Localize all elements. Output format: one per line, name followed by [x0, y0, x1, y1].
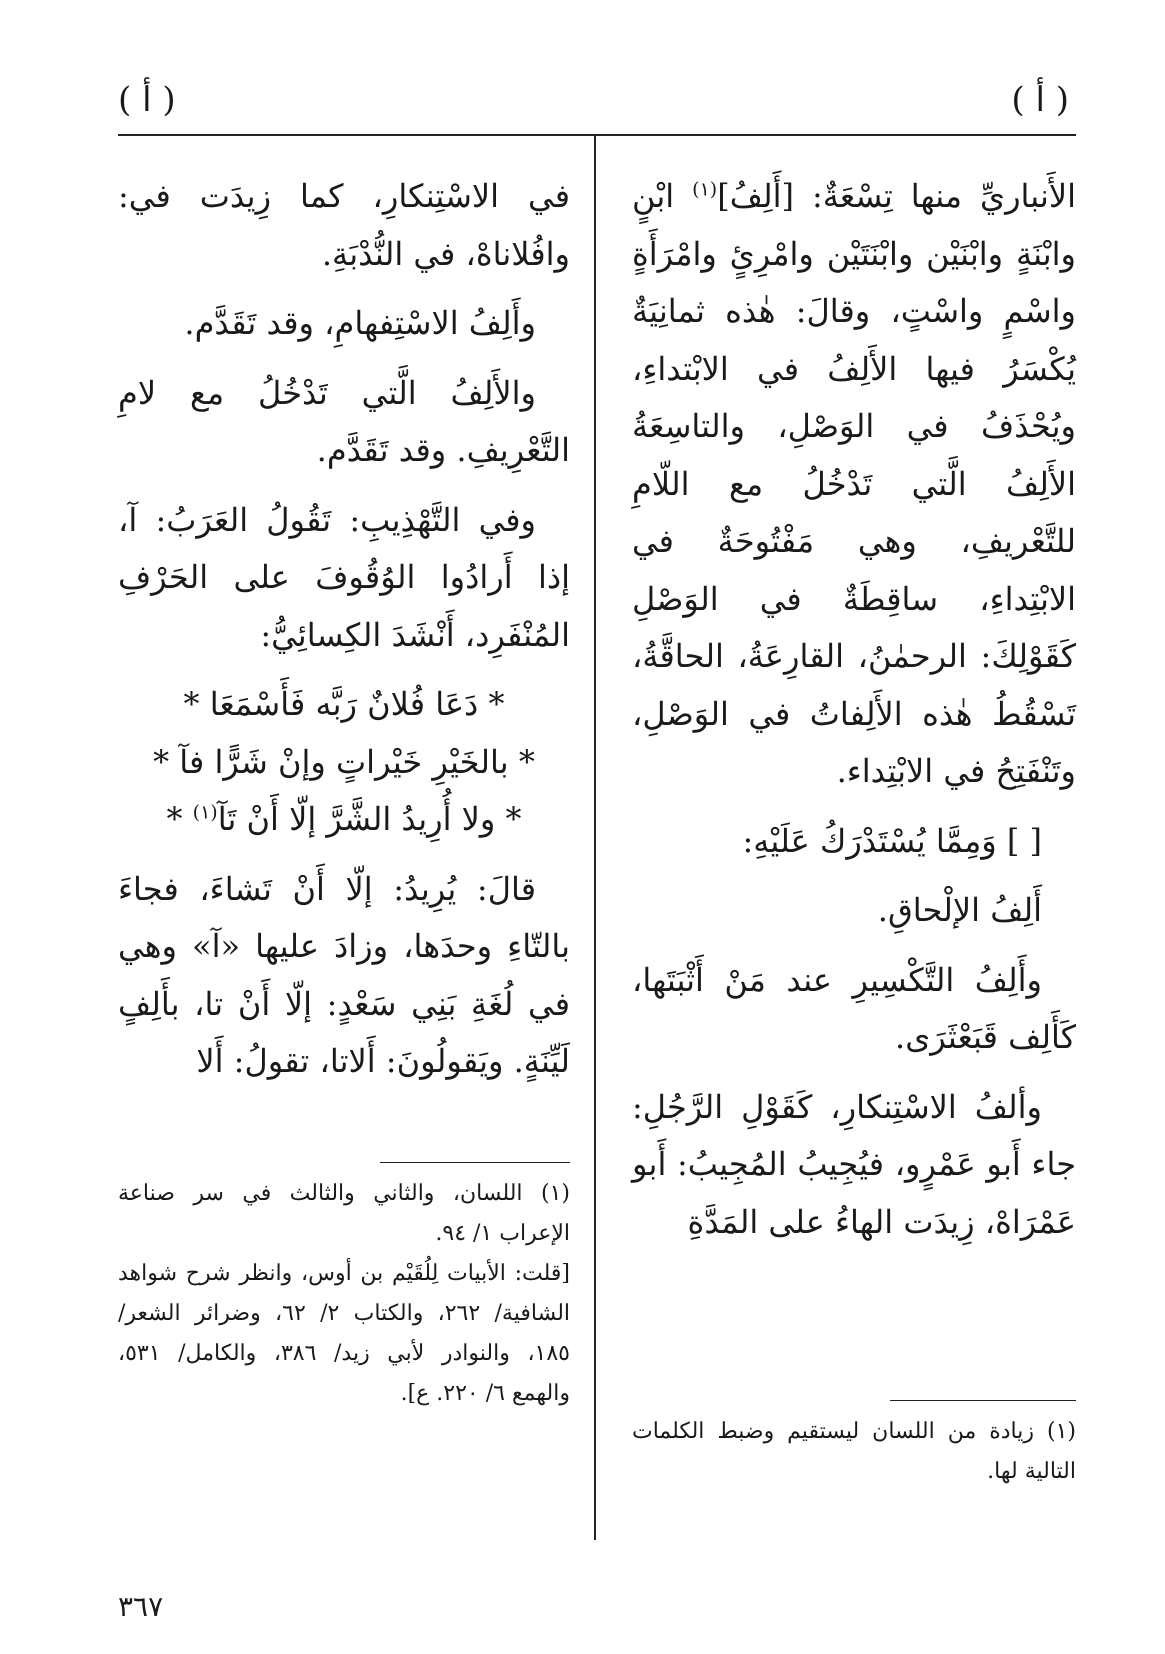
footnote-reference: (١): [692, 178, 718, 201]
paragraph: [632, 168, 1076, 801]
column-divider: [594, 136, 596, 1540]
footnotes-right: [632, 1412, 1076, 1492]
paragraph: والأَلِفُ الَّتي تَدْخُلُ مع لامِ التَّعْرِيفِ. وقد تَقَدَّم.: [118, 373, 570, 469]
verse-line: [118, 676, 570, 734]
paragraph-text: الأَنباريِّ منها تِسْعَةٌ: [أَلِفُ]: [717, 177, 1077, 215]
paragraph: أَلِفُ الإلْحاقِ.: [877, 891, 1042, 929]
verse-text: * دَعَا فُلانٌ رَبَّه فَأَسْمَعَا *: [183, 685, 505, 723]
paragraph: [ ] وَمِمَّا يُسْتَدْرَكُ عَلَيْهِ:: [742, 821, 1042, 860]
paragraph: وفي التَّهْذِيبِ: تَقُولُ العَرَبُ: آ، إذا أَرادُوا الوُقُوفَ على الحَرْفِ المُنْفَرِد، أَنْشَدَ الكِسائِيُّ:: [118, 500, 570, 654]
left-column: [118, 168, 570, 1103]
footnote-rule-left: [380, 1162, 570, 1163]
paragraph-text: ابْنٍ وابْنَةٍ وابْنَيْن وابْنَتَيْن وامْرِئٍ وامْرَأَةٍ واسْمٍ واسْتٍ، وقالَ: هٰذه ثمانِيَةٌ يُكْسَرُ فيها الأَلِفُ في الابْتداءِ، ويُحْذَفُ في الوَصْلِ، والتاسِعَةُ الأَلِفُ الَّتي تَدْخُلُ مع اللّامِ للتَّعْريفِ، وهي مَفْتُوحَةٌ في الابْتِداءِ، ساقِطَةٌ في الوَصْلِ كَقَوْلِكَ: الرحمٰنُ، القارِعَةُ، الحاقَّةُ، تَسْقُطُ هٰذه الأَلِفاتُ في الوَصْلِ، وتَنْفَتِحُ في الابْتِداء.: [632, 177, 1076, 790]
paragraph: وألفُ الاسْتِنكارِ، كَقَوْلِ الرَّجُلِ: جاء أَبو عَمْرٍو، فيُجِيبُ المُجِيبُ: أَبو عَمْرَاهْ، زِيدَت الهاءُ على المَدَّةِ: [632, 1087, 1076, 1241]
paragraph: قالَ: يُرِيدُ: إلّا أَنْ تَشاءَ، فجاءَ بالتّاءِ وحدَها، وزادَ عليها «آ» وهي في لُغَةِ بَنِي سَعْدٍ: إلّا أَنْ تا، بأَلِفٍ لَيِّنَةٍ. ويَقولُونَ: أَلاتا، تقولُ: أَلا: [118, 869, 570, 1080]
paragraph: وأَلِفُ التَّكْسِيرِ عند مَنْ أَثْبَتَها، كَأَلِف قَبَعْثَرَى.: [632, 960, 1076, 1056]
paragraph: وأَلِفُ الاسْتِفهامِ، وقد تَقَدَّم.: [184, 304, 536, 342]
footnote: (١) اللسان، والثاني والثالث في سر صناعة الإعراب ١/ ٩٤.: [118, 1181, 570, 1246]
verse-line: [118, 791, 570, 849]
footnote-rule-right: [890, 1400, 1076, 1401]
right-column: [632, 168, 1076, 1263]
footnotes-left: [118, 1174, 570, 1414]
page-number: ٣٦٧: [118, 1590, 164, 1623]
footnote: (١) زيادة من اللسان ليستقيم وضبط الكلمات التالية لها.: [632, 1419, 1076, 1484]
header-letter-left: ( أ ): [118, 80, 176, 120]
verse-line: [118, 734, 570, 792]
header-letter-right: ( أ ): [1011, 80, 1069, 120]
paragraph: في الاسْتِنكارِ، كما زِيدَت في: وافُلاناهْ، في النُّدْبَةِ.: [118, 177, 570, 273]
verse-text: * ولا أُرِيدُ الشَّرَّ إلّا أَنْ تَآ: [217, 800, 522, 838]
footnote: [قلت: الأبيات لِلُقَيْم بن أوس، وانظر شرح شواهد الشافية/ ٢٦٢، والكتاب ٢/ ٦٢، وضرائر الشعر/ ١٨٥، والنوادر لأبي زيد/ ٣٨٦، والكامل/ ٥٣١، والهمع ٦/ ٢٢٠. ع].: [118, 1261, 571, 1406]
verse-text: *: [166, 800, 193, 838]
footnote-reference: (١): [192, 801, 218, 824]
header-rule: [118, 134, 1076, 136]
verse-text: * بالخَيْرِ خَيْراتٍ وإنْ شَرًّا فآ *: [153, 742, 535, 781]
